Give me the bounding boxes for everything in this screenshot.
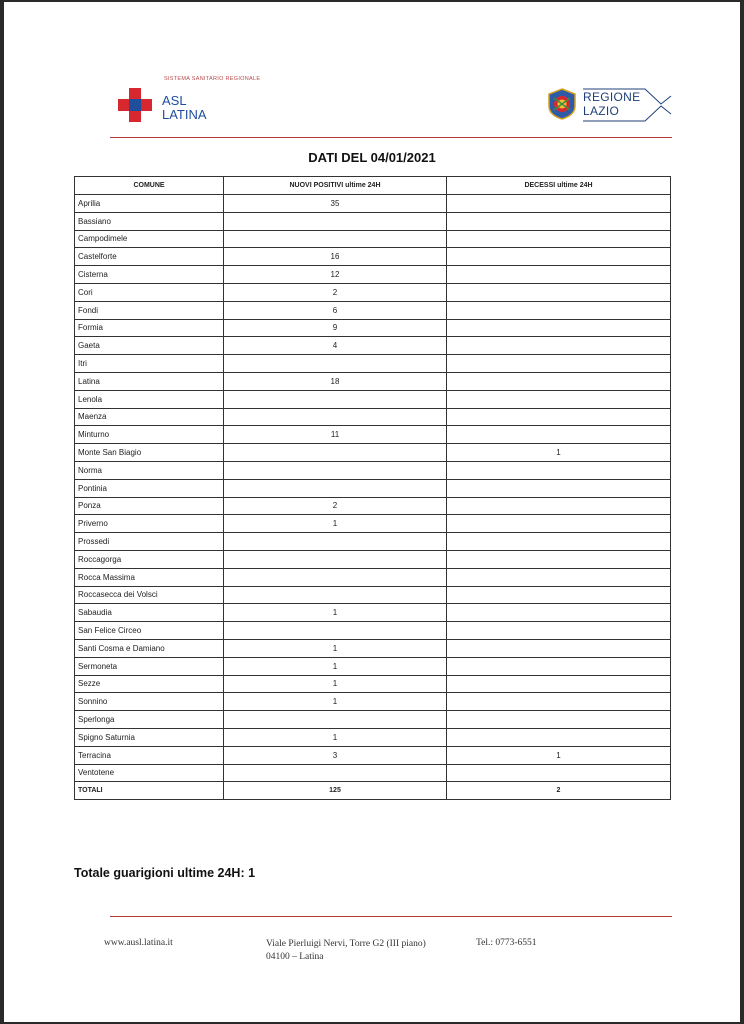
cell-positivi [224,550,447,568]
table-row [75,586,671,604]
cell-positivi [224,355,447,373]
column-header-decessi: DECESSI ultime 24H [447,177,671,195]
cell-comune: Sonnino [75,693,224,711]
footer-address [266,938,446,964]
cell-decessi [447,248,671,266]
table-row [75,390,671,408]
total-decessi: 2 [447,782,671,800]
cell-decessi [447,711,671,729]
cell-positivi: 12 [224,266,447,284]
table-row [75,372,671,390]
region-logo-line2: LAZIO [583,104,620,118]
table-row [75,426,671,444]
cell-decessi [447,337,671,355]
total-label: TOTALI [75,782,224,800]
table-row [75,675,671,693]
column-header-positivi: NUOVI POSITIVI ultime 24H [224,177,447,195]
cell-positivi [224,461,447,479]
cell-comune: Formia [75,319,224,337]
cell-positivi: 6 [224,301,447,319]
asl-latina-logo [118,76,278,126]
cell-positivi [224,622,447,640]
table-row [75,693,671,711]
cell-comune: Itri [75,355,224,373]
cell-positivi: 2 [224,283,447,301]
table-row [75,248,671,266]
cell-comune: Latina [75,372,224,390]
cell-decessi [447,675,671,693]
table-row [75,568,671,586]
table-row [75,479,671,497]
cell-decessi [447,479,671,497]
cell-comune: San Felice Circeo [75,622,224,640]
cell-comune: Lenola [75,390,224,408]
cell-positivi: 1 [224,675,447,693]
cell-decessi [447,515,671,533]
cell-comune: Terracina [75,746,224,764]
cell-decessi [447,212,671,230]
cell-comune: Roccasecca dei Volsci [75,586,224,604]
cell-comune: Bassiano [75,212,224,230]
table-row [75,195,671,213]
document-page [4,2,740,1022]
cell-comune: Maenza [75,408,224,426]
column-header-comune: COMUNE [75,177,224,195]
cell-positivi: 1 [224,604,447,622]
cell-positivi [224,568,447,586]
cell-comune: Sabaudia [75,604,224,622]
cell-decessi [447,497,671,515]
cell-comune: Priverno [75,515,224,533]
cell-comune: Sermoneta [75,657,224,675]
cell-comune: Fondi [75,301,224,319]
footer-address-line2: 04100 – Latina [266,952,324,962]
cell-decessi [447,266,671,284]
table-row [75,764,671,782]
cell-decessi [447,461,671,479]
cell-comune: Campodimele [75,230,224,248]
cell-positivi: 35 [224,195,447,213]
cell-comune: Aprilia [75,195,224,213]
table-row [75,461,671,479]
cell-decessi: 1 [447,444,671,462]
cell-decessi: 1 [447,746,671,764]
cell-decessi [447,426,671,444]
cell-positivi: 16 [224,248,447,266]
cell-decessi [447,693,671,711]
recoveries-summary: Totale guarigioni ultime 24H: 1 [74,866,256,880]
cell-decessi [447,533,671,551]
table-row [75,604,671,622]
cell-decessi [447,390,671,408]
cell-positivi [224,230,447,248]
cell-comune: Santi Cosma e Damiano [75,639,224,657]
cell-positivi: 18 [224,372,447,390]
cell-comune: Prossedi [75,533,224,551]
cell-positivi: 1 [224,657,447,675]
footer-website: www.ausl.latina.it [104,938,173,948]
cell-comune: Roccagorga [75,550,224,568]
table-row [75,355,671,373]
table-row [75,746,671,764]
cell-decessi [447,301,671,319]
table-row [75,497,671,515]
cell-positivi: 2 [224,497,447,515]
cell-comune: Castelforte [75,248,224,266]
cell-positivi [224,479,447,497]
table-row [75,283,671,301]
asl-supertitle: SISTEMA SANITARIO REGIONALE [164,76,261,82]
cell-positivi: 1 [224,515,447,533]
document-title: DATI DEL 04/01/2021 [308,150,436,165]
cell-positivi: 1 [224,728,447,746]
cell-positivi: 3 [224,746,447,764]
cell-positivi: 11 [224,426,447,444]
asl-logo-line1: ASL [162,93,187,108]
cell-positivi [224,408,447,426]
cell-positivi: 4 [224,337,447,355]
cell-positivi [224,390,447,408]
table-row [75,337,671,355]
cell-decessi [447,408,671,426]
table-row [75,550,671,568]
cell-decessi [447,550,671,568]
cell-decessi [447,568,671,586]
cell-comune: Monte San Biagio [75,444,224,462]
footer-phone: Tel.: 0773-6551 [476,938,537,948]
cell-comune: Gaeta [75,337,224,355]
table-row [75,301,671,319]
cell-positivi: 9 [224,319,447,337]
header-divider [110,137,672,138]
table-row [75,657,671,675]
table-row [75,533,671,551]
table-total-row [75,782,671,800]
cell-comune: Spigno Saturnia [75,728,224,746]
cell-decessi [447,604,671,622]
cell-comune: Norma [75,461,224,479]
cell-comune: Rocca Massima [75,568,224,586]
region-logo-line1: REGIONE [583,90,641,104]
cell-comune: Ventotene [75,764,224,782]
cell-positivi [224,764,447,782]
cell-comune: Sperlonga [75,711,224,729]
cell-decessi [447,319,671,337]
table-row [75,728,671,746]
cell-decessi [447,230,671,248]
cell-comune: Ponza [75,497,224,515]
cell-decessi [447,355,671,373]
cell-positivi [224,586,447,604]
cell-positivi [224,444,447,462]
table-row [75,408,671,426]
cell-comune: Cisterna [75,266,224,284]
footer-divider [110,916,672,917]
table-row [75,639,671,657]
cell-comune: Minturno [75,426,224,444]
cell-comune: Cori [75,283,224,301]
asl-logo-line2: LATINA [162,107,207,122]
cell-positivi [224,533,447,551]
total-positivi: 125 [224,782,447,800]
cell-positivi [224,711,447,729]
cell-comune: Sezze [75,675,224,693]
cell-decessi [447,586,671,604]
table-row [75,230,671,248]
cell-decessi [447,639,671,657]
regione-lazio-emblem-icon [547,88,577,120]
cell-decessi [447,764,671,782]
cell-positivi: 1 [224,693,447,711]
table-row [75,444,671,462]
regione-lazio-logo [547,88,672,124]
table-row [75,515,671,533]
cell-decessi [447,728,671,746]
cell-decessi [447,195,671,213]
cell-decessi [447,657,671,675]
table-row [75,212,671,230]
cell-comune: Pontinia [75,479,224,497]
cell-decessi [447,372,671,390]
cell-positivi: 1 [224,639,447,657]
table-row [75,711,671,729]
red-cross-icon [118,88,152,122]
table-header-row [75,177,671,195]
table-row [75,622,671,640]
cell-decessi [447,283,671,301]
cell-positivi [224,212,447,230]
table-row [75,266,671,284]
table-row [75,319,671,337]
footer-address-line1: Viale Pierluigi Nervi, Torre G2 (III piano) [266,939,426,949]
cell-decessi [447,622,671,640]
covid-data-table [74,176,671,800]
